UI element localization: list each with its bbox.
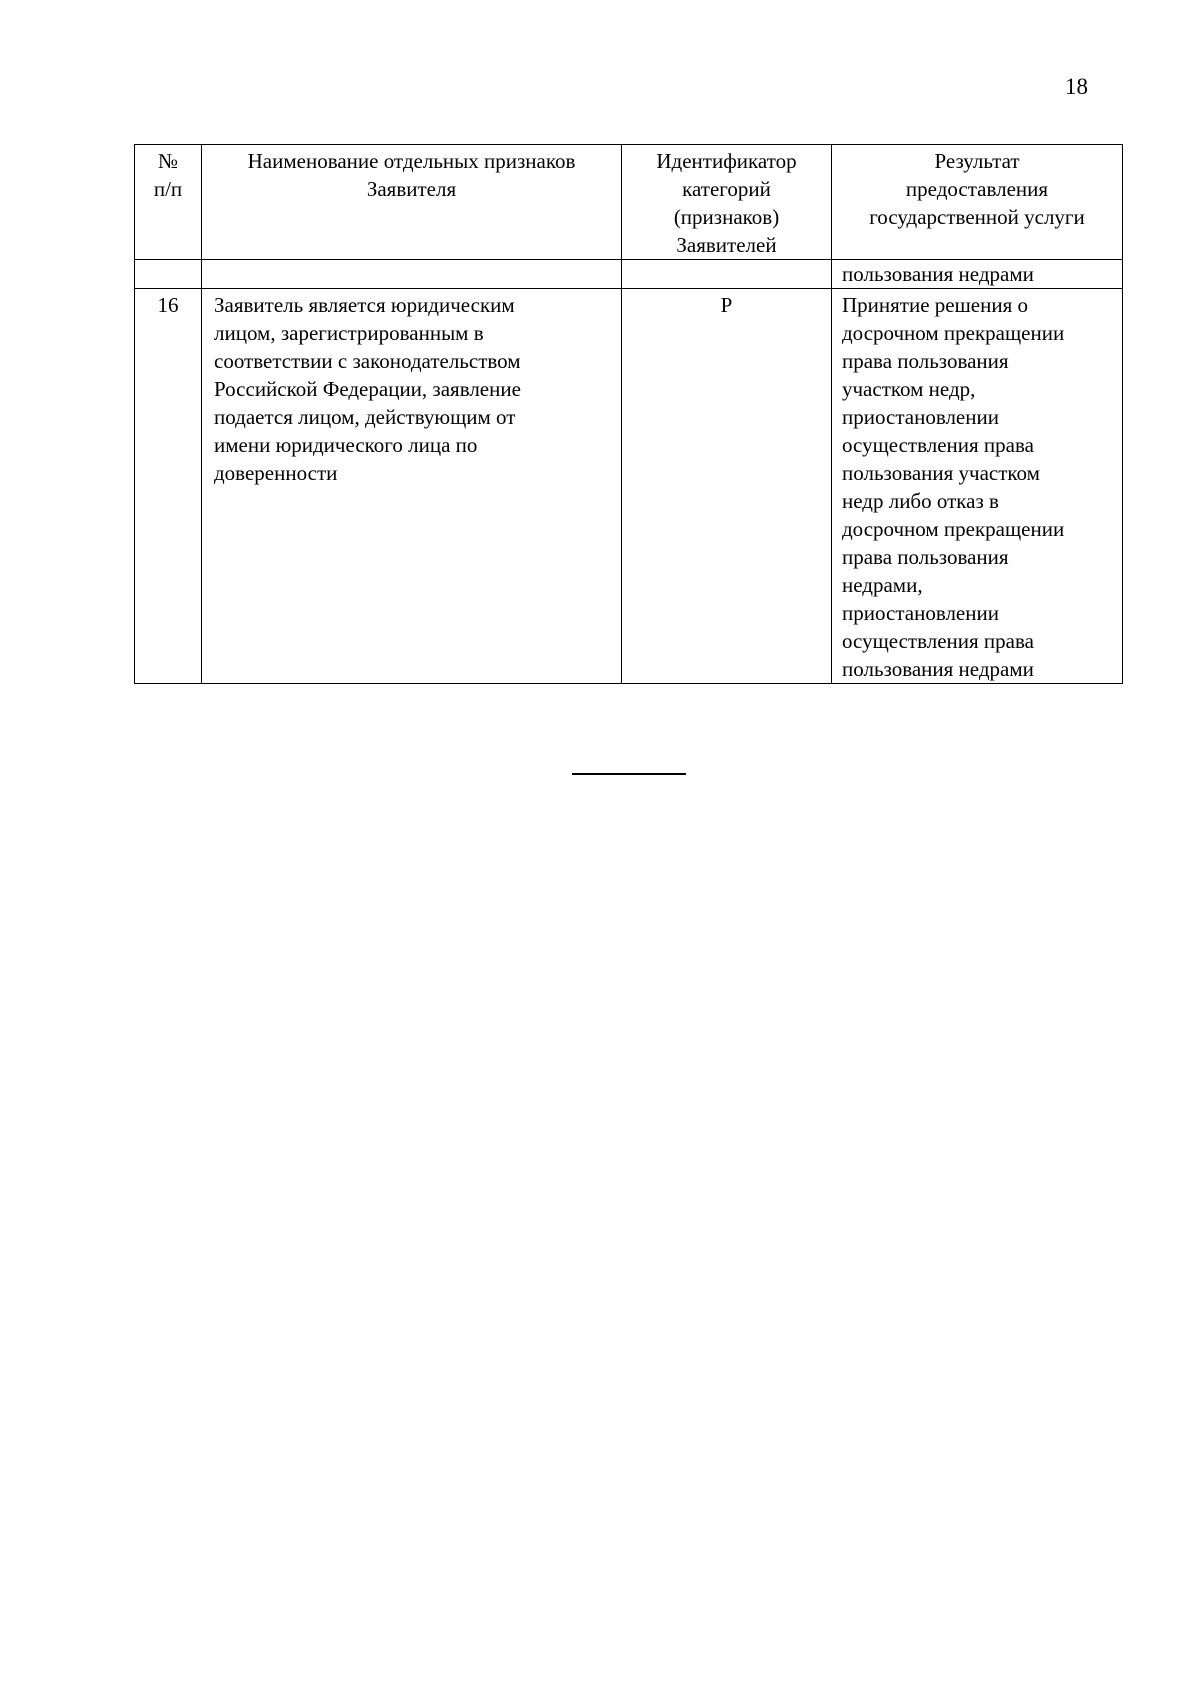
row-number-cell: 16 [135,289,202,684]
header-category-identifier: Идентификатор категорий (признаков) Заявителей [622,145,832,260]
header-applicant-features: Наименование отдельных признаков Заявителя [202,145,622,260]
row-category-identifier-cell: Р [622,289,832,684]
continuation-name-cell [202,260,622,289]
continuation-identifier-cell [622,260,832,289]
table-header-row [135,145,1123,260]
page-number: 18 [1065,74,1088,99]
continuation-result-cell: пользования недрами [832,260,1123,289]
table-row [135,289,1123,684]
table-row-continuation [135,260,1123,289]
row-applicant-features-cell: Заявитель является юридическим лицом, зарегистрированным в соответствии с законодательством Российской Федерации, заявление подается лицом, действующим от имени юридического лица по доверенности [202,289,622,684]
row-service-result-cell: Принятие решения о досрочном прекращении права пользования участком недр, приостановлении осуществления права пользования участком недр либо отказ в досрочном прекращении права пользования недрами, приостановлении осуществления права пользования недрами [832,289,1123,684]
end-of-document-divider [572,773,686,775]
continuation-number-cell [135,260,202,289]
header-service-result: Результат предоставления государственной услуги [832,145,1123,260]
header-number: № п/п [135,145,202,260]
applicant-categories-table [134,144,1123,684]
